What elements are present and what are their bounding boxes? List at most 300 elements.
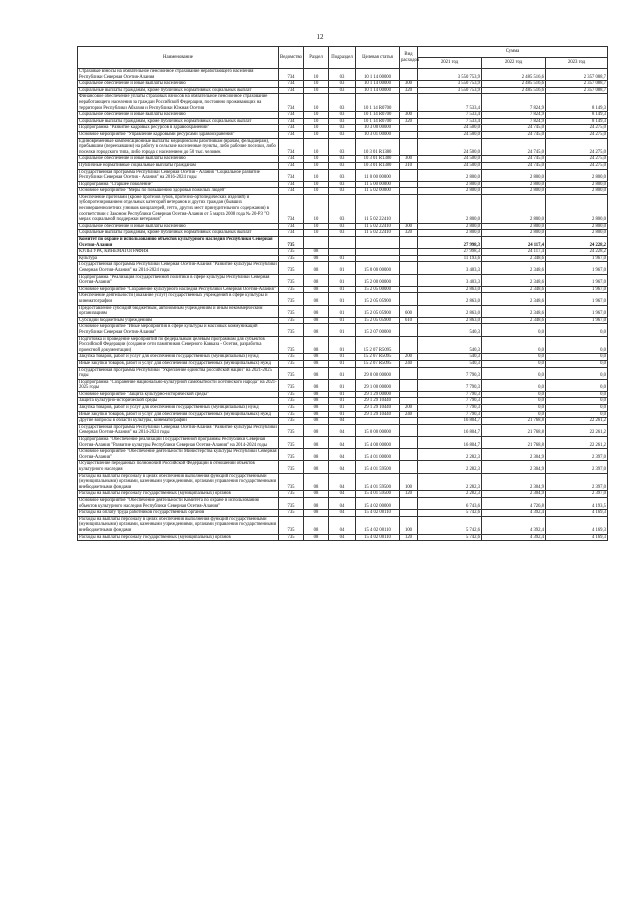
row-name: Подготовка и проведение мероприятий по федеральным целевым программам для субъектов Российской Федерации (создание сети памятников Северного Кавказа - Осетия, разработка проектной документации) <box>78 336 279 354</box>
row-section: 08 <box>304 516 329 534</box>
row-target-article: 15 0 00 00000 <box>356 424 400 436</box>
row-sum-2021: 7 790,3 <box>418 405 482 412</box>
row-sum-2023: 1 967,0 <box>546 293 608 305</box>
row-expense-type: 320 <box>400 118 418 125</box>
row-sum-2022: 2 348,6 <box>482 274 546 286</box>
row-department: 735 <box>279 379 304 391</box>
row-target-article: 15 4 02 00110 <box>356 510 400 517</box>
row-section: 08 <box>304 424 329 436</box>
row-subsection: 01 <box>329 305 356 317</box>
row-expense-type <box>400 437 418 449</box>
row-target-article: 15 4 01 59500 <box>356 491 400 498</box>
row-sum-2023: 22 261,2 <box>546 424 608 436</box>
row-subsection: 01 <box>329 274 356 286</box>
row-sum-2021: 24 500,0 <box>418 156 482 163</box>
row-name: Основное мероприятие "Обеспечение деятельности Министерства культуры Республики Северная Осетия-Алания" <box>79 449 277 460</box>
row-sum-2023: 0,0 <box>546 336 608 354</box>
row-section: 10 <box>304 223 329 230</box>
row-sum-2022: 2 304,9 <box>482 449 546 461</box>
table-row <box>78 317 608 324</box>
row-expense-type <box>400 125 418 132</box>
row-expense-type: 200 <box>400 354 418 361</box>
row-section: 10 <box>304 87 329 94</box>
row-department: 735 <box>279 249 304 256</box>
row-department: 735 <box>279 336 304 354</box>
row-sum-2023: 2 800,0 <box>546 194 608 223</box>
row-department: 735 <box>279 324 304 336</box>
table-row <box>78 305 608 317</box>
header-expense-type: Вид расходов <box>400 47 418 69</box>
row-sum-2022: 4 392,4 <box>482 534 546 541</box>
row-department: 735 <box>279 497 304 509</box>
row-sum-2022: 2 485 516,6 <box>482 69 546 81</box>
row-expense-type: 300 <box>400 156 418 163</box>
row-sum-2021: 7 790,3 <box>418 391 482 398</box>
row-section: 08 <box>304 491 329 498</box>
row-sum-2022: 0,0 <box>482 336 546 354</box>
row-department: 735 <box>279 255 304 262</box>
row-subsection: 01 <box>329 354 356 361</box>
row-expense-type <box>400 131 418 138</box>
row-sum-2021: 540,3 <box>418 324 482 336</box>
row-name: Социальные выплаты гражданам, кроме публичных нормативных социальных выплат <box>78 118 279 125</box>
row-department: 734 <box>279 125 304 132</box>
row-sum-2021: 3 550 753,9 <box>418 87 482 94</box>
row-section: 08 <box>304 255 329 262</box>
row-subsection: 01 <box>329 317 356 324</box>
row-department: 734 <box>279 69 304 81</box>
row-name: Осуществление переданных полномочий Российской Федерации в отношении объектов культурного наследия <box>78 461 279 473</box>
table-row <box>78 354 608 361</box>
row-name: Государственная программа Республики "Укрепление единства российской нации" на 2021-2025 годы <box>78 367 279 379</box>
row-target-article: 10 3 01 R1380 <box>356 162 400 169</box>
row-department: 735 <box>279 437 304 449</box>
row-sum-2022: 2 304,9 <box>482 491 546 498</box>
row-sum-2021: 7 533,4 <box>418 112 482 119</box>
row-department: 734 <box>279 194 304 223</box>
row-subsection <box>329 237 356 249</box>
row-target-article: 10 3 01 R1380 <box>356 138 400 156</box>
row-expense-type <box>400 237 418 249</box>
table-row <box>78 138 608 156</box>
row-department: 734 <box>279 81 304 88</box>
row-name: Предоставление субсидий бюджетным, автономным учреждениям и иным некоммерческим организациям <box>78 305 279 317</box>
row-name: Субсидии бюджетным учреждениям <box>78 317 279 324</box>
row-department: 734 <box>279 162 304 169</box>
row-sum-2021: 2 800,0 <box>418 188 482 195</box>
row-section: 08 <box>304 461 329 473</box>
row-expense-type <box>400 461 418 473</box>
row-target-article: 10 1 14 00000 <box>356 81 400 88</box>
row-target-article: 15 2 07 R5095 <box>356 360 400 367</box>
row-section: 08 <box>304 305 329 317</box>
table-row <box>78 237 608 249</box>
table-row <box>78 274 608 286</box>
table-row <box>78 81 608 88</box>
row-sum-2021: 540,3 <box>418 360 482 367</box>
row-sum-2023: 1 967,0 <box>546 255 608 262</box>
row-sum-2022: 2 348,6 <box>482 317 546 324</box>
table-row <box>78 411 608 418</box>
row-name: Иные закупки товаров, работ и услуг для обеспечения государственных (муниципальных) нужд <box>78 411 279 418</box>
row-department: 735 <box>279 305 304 317</box>
row-target-article: 11 5 02 22410 <box>356 194 400 223</box>
row-expense-type <box>400 69 418 81</box>
row-target-article: 10 1 14 R0700 <box>356 94 400 112</box>
row-sum-2023: 2 357 088,7 <box>546 69 608 81</box>
row-name: Подпрограмма "Развитие кадровых ресурсов в здравоохранении" <box>78 125 279 132</box>
row-target-article <box>356 255 400 262</box>
row-subsection: 01 <box>329 336 356 354</box>
row-department: 734 <box>279 87 304 94</box>
row-section: 10 <box>304 118 329 125</box>
row-subsection: 01 <box>329 398 356 405</box>
row-sum-2022: 24 745,0 <box>482 138 546 156</box>
header-year-2022: 2022 год <box>482 58 546 69</box>
row-target-article <box>356 418 400 425</box>
row-sum-2021: 2 282,3 <box>418 461 482 473</box>
row-sum-2021: 16 804,7 <box>418 437 482 449</box>
row-sum-2023: 4 169,3 <box>546 516 608 534</box>
row-section: 10 <box>304 112 329 119</box>
row-section: 08 <box>304 510 329 517</box>
row-name: Обеспечение деятельности (оказание услуг) государственных учреждений в сфере культуры и кинематографии <box>78 293 279 305</box>
table-row <box>78 461 608 473</box>
row-sum-2023: 1 967,0 <box>546 305 608 317</box>
row-sum-2022: 0,0 <box>482 360 546 367</box>
row-name: Финансовое обеспечение уплаты страховых взносов на обязательное пенсионное страхование неработающего населения за граждан Российской Федерации, постоянно проживающих на территории Республики Абхазия и Республики Южная Осетия <box>78 94 279 112</box>
row-expense-type: 200 <box>400 405 418 412</box>
table-row <box>78 391 608 398</box>
row-section: 10 <box>304 169 329 181</box>
row-target-article: 29 1 29 10440 <box>356 398 400 405</box>
row-sum-2023: 0,0 <box>546 360 608 367</box>
row-expense-type <box>400 286 418 293</box>
row-sum-2022: 7 824,9 <box>482 118 546 125</box>
row-sum-2021: 6 743,6 <box>418 497 482 509</box>
row-section: 08 <box>304 249 329 256</box>
row-section: 08 <box>304 336 329 354</box>
row-department: 735 <box>279 473 304 491</box>
row-sum-2021: 16 804,7 <box>418 424 482 436</box>
table-row <box>78 405 608 412</box>
row-sum-2021: 5 742,6 <box>418 510 482 517</box>
row-name: Расходы на выплаты персоналу в целях обеспечения выполнения функций государственными (муниципальными) органами, казенными учреждениями, органами управления государственными внебюджетными фондами <box>78 473 279 491</box>
row-sum-2022: 2 304,9 <box>482 473 546 491</box>
row-target-article: 15 2 05 00000 <box>356 286 400 293</box>
table-row <box>78 262 608 274</box>
row-expense-type: 100 <box>400 516 418 534</box>
row-sum-2023: 0,0 <box>546 324 608 336</box>
row-sum-2023: 4 193,5 <box>546 497 608 509</box>
row-section: 10 <box>304 138 329 156</box>
table-body <box>78 69 608 541</box>
row-expense-type <box>400 274 418 286</box>
row-sum-2023: 24 275,0 <box>546 125 608 132</box>
row-sum-2022: 21 768,8 <box>482 437 546 449</box>
row-section: 08 <box>304 293 329 305</box>
row-name: Социальные выплаты гражданам, кроме публичных нормативных социальных выплат <box>78 87 279 94</box>
row-expense-type: 120 <box>400 491 418 498</box>
row-name: Основное мероприятие "Иные мероприятия в сфере культуры и массовых коммуникаций Республики Северная Осетия-Алания" <box>78 324 279 336</box>
table-row <box>78 324 608 336</box>
row-sum-2023: 8 149,3 <box>546 112 608 119</box>
row-sum-2021: 540,3 <box>418 354 482 361</box>
row-sum-2023: 1 967,0 <box>546 286 608 293</box>
row-sum-2021: 7 790,3 <box>418 398 482 405</box>
row-subsection: 03 <box>329 188 356 195</box>
row-subsection: 01 <box>329 360 356 367</box>
row-section: 08 <box>304 497 329 509</box>
row-name: Основное мероприятие "Управление кадровыми ресурсами здравоохранения" <box>78 131 279 138</box>
row-sum-2021: 24 500,0 <box>418 162 482 169</box>
row-sum-2022: 24 745,0 <box>482 156 546 163</box>
page-number: 12 <box>316 33 324 41</box>
row-sum-2022: 0,0 <box>482 324 546 336</box>
row-name: Социальные выплаты гражданам, кроме публичных нормативных социальных выплат <box>78 230 279 237</box>
row-section: 08 <box>304 398 329 405</box>
row-department: 735 <box>279 286 304 293</box>
row-name: Государственная программа Республики Северная Осетия-Алания "Развитие культуры Республики Северная Осетия-Алания" на 2014-2024 годы <box>79 424 277 436</box>
row-subsection: 03 <box>329 125 356 132</box>
row-name: Государственная программа Республики Северная Осетия-Алания "Развитие культуры Республики Северная Осетия-Алания" на 2014-2024 годы <box>79 262 277 273</box>
row-subsection: 01 <box>329 411 356 418</box>
row-expense-type: 310 <box>400 162 418 169</box>
row-expense-type <box>400 194 418 223</box>
row-subsection: 01 <box>329 405 356 412</box>
row-sum-2022: 2 800,0 <box>482 188 546 195</box>
row-sum-2023: 2 397,0 <box>546 491 608 498</box>
row-expense-type: 600 <box>400 305 418 317</box>
row-target-article: 10 3 01 R1380 <box>356 156 400 163</box>
table-row <box>78 418 608 425</box>
row-target-article: 29 0 00 00000 <box>356 367 400 379</box>
row-sum-2023: 0,0 <box>546 379 608 391</box>
row-expense-type: 100 <box>400 473 418 491</box>
row-sum-2023: 1 967,0 <box>546 274 608 286</box>
row-subsection: 04 <box>329 516 356 534</box>
table-row <box>78 491 608 498</box>
row-sum-2022: 7 824,9 <box>482 112 546 119</box>
row-target-article: 15 2 07 00000 <box>356 324 400 336</box>
row-sum-2022: 0,0 <box>482 391 546 398</box>
row-target-article <box>356 237 400 249</box>
row-name: Социальное обеспечение и иные выплаты населению <box>78 81 279 88</box>
row-expense-type <box>400 424 418 436</box>
row-sum-2022: 2 800,0 <box>482 223 546 230</box>
row-name: Комитет по охране и использованию объектов культурного наследия Республики Северная Осетия-Алания <box>78 237 279 249</box>
row-name: Единовременные компенсационные выплаты медицинским работникам (врачам, фельдшерам), прибывшим (переехавшим) на работу в сельские населенные пункты, либо рабочие поселки, либо поселки городского типа, либо города с населением до 50 тыс. человек <box>78 138 279 156</box>
row-name: Расходы на оплату труда работников государственных органов <box>78 510 279 517</box>
row-sum-2023: 2 397,0 <box>546 449 608 461</box>
row-department: 735 <box>279 534 304 541</box>
table-row <box>78 188 608 195</box>
row-sum-2023: 0,0 <box>546 405 608 412</box>
row-department: 735 <box>279 354 304 361</box>
row-section: 10 <box>304 230 329 237</box>
row-sum-2021: 24 500,0 <box>418 125 482 132</box>
row-expense-type: 300 <box>400 81 418 88</box>
header-year-2021: 2021 год <box>418 58 482 69</box>
row-name: Социальное обеспечение и иные выплаты населению <box>78 223 279 230</box>
row-sum-2022: 24 745,0 <box>482 125 546 132</box>
row-subsection: 04 <box>329 473 356 491</box>
table-row <box>78 473 608 491</box>
row-expense-type <box>400 181 418 188</box>
row-department: 734 <box>279 156 304 163</box>
row-sum-2022: 0,0 <box>482 405 546 412</box>
row-target-article: 11 5 02 22410 <box>356 230 400 237</box>
row-expense-type <box>400 249 418 256</box>
row-expense-type <box>400 94 418 112</box>
row-section: 08 <box>304 324 329 336</box>
row-subsection: 03 <box>329 181 356 188</box>
row-section: 08 <box>304 379 329 391</box>
table-header <box>78 47 608 69</box>
header-section: Раздел <box>304 47 329 69</box>
row-sum-2023: 24 275,0 <box>546 156 608 163</box>
row-section: 10 <box>304 162 329 169</box>
row-sum-2022: 24 745,0 <box>482 162 546 169</box>
row-department: 735 <box>279 418 304 425</box>
row-sum-2023: 2 397,0 <box>546 473 608 491</box>
row-name: Основное мероприятие "Меры по повышению здоровья пожилых людей" <box>78 188 279 195</box>
row-department: 735 <box>279 262 304 274</box>
row-name: Подпрограмма "Сохранение национально-культурной самобытности осетинского народа" на 2021-2025 годы <box>79 379 277 391</box>
row-subsection: 03 <box>329 223 356 230</box>
table-row <box>78 156 608 163</box>
row-section: 10 <box>304 81 329 88</box>
row-target-article: 15 0 00 00000 <box>356 262 400 274</box>
row-subsection: 03 <box>329 69 356 81</box>
row-subsection: 03 <box>329 156 356 163</box>
row-department: 735 <box>279 405 304 412</box>
row-sum-2021: 2 863,0 <box>418 317 482 324</box>
table-row <box>78 367 608 379</box>
table-row <box>78 112 608 119</box>
row-sum-2023: 2 800,0 <box>546 169 608 181</box>
table-row <box>78 516 608 534</box>
row-name: КУЛЬТУРА, КИНЕМАТОГРАФИЯ <box>78 249 279 256</box>
header-year-2023: 2023 год <box>546 58 608 69</box>
table-row <box>78 181 608 188</box>
row-sum-2021: 2 863,0 <box>418 293 482 305</box>
row-subsection: 01 <box>329 293 356 305</box>
row-section: 08 <box>304 534 329 541</box>
row-sum-2023: 0,0 <box>546 367 608 379</box>
row-section: 10 <box>304 125 329 132</box>
row-name: Обеспечение протезами (кроме протезов зубов, протезно-ортопедических изделий) и зубопротезированием отдельных категорий ветеранов и других граждан (бывших несовершеннолетних узников концлагерей, гетто, других мест принудительного содержания) в соответствии с Законом Республики Северная Осетия-Алания от 5 марта 2008 года № 20-РЗ "О мерах социальной поддержки ветеранов" <box>78 194 279 223</box>
row-section: 08 <box>304 367 329 379</box>
table-row <box>78 169 608 181</box>
row-expense-type <box>400 324 418 336</box>
row-expense-type <box>400 138 418 156</box>
table-row <box>78 437 608 449</box>
row-sum-2023: 24 275,0 <box>546 131 608 138</box>
row-subsection: 04 <box>329 491 356 498</box>
row-sum-2021: 2 282,3 <box>418 473 482 491</box>
row-sum-2023: 24 275,0 <box>546 138 608 156</box>
row-section: 08 <box>304 354 329 361</box>
row-name: Защита культурно-исторической среды <box>78 398 279 405</box>
row-section: 08 <box>304 286 329 293</box>
row-target-article: 15 2 05 05900 <box>356 317 400 324</box>
row-subsection: 03 <box>329 94 356 112</box>
row-target-article: 10 1 14 00000 <box>356 69 400 81</box>
row-target-article: 15 4 02 00000 <box>356 497 400 509</box>
row-section: 10 <box>304 194 329 223</box>
row-sum-2021: 2 800,0 <box>418 223 482 230</box>
table-row <box>78 255 608 262</box>
row-name: Закупка товаров, работ и услуг для обеспечения государственных (муниципальных) нужд <box>78 405 279 412</box>
row-subsection: 03 <box>329 194 356 223</box>
row-expense-type: 610 <box>400 317 418 324</box>
row-section: 08 <box>304 449 329 461</box>
row-subsection: 04 <box>329 449 356 461</box>
row-expense-type <box>400 418 418 425</box>
row-sum-2021: 24 500,0 <box>418 131 482 138</box>
row-sum-2022: 21 768,8 <box>482 418 546 425</box>
table-row <box>78 293 608 305</box>
row-department: 735 <box>279 491 304 498</box>
row-sum-2021: 3 403,3 <box>418 274 482 286</box>
row-section: 08 <box>304 411 329 418</box>
row-sum-2022: 2 304,9 <box>482 461 546 473</box>
row-expense-type: 300 <box>400 223 418 230</box>
row-department: 734 <box>279 94 304 112</box>
row-sum-2021: 27 998,3 <box>418 249 482 256</box>
row-sum-2021: 2 282,3 <box>418 491 482 498</box>
row-expense-type <box>400 293 418 305</box>
row-department: 735 <box>279 449 304 461</box>
row-subsection: 03 <box>329 138 356 156</box>
row-section: 08 <box>304 437 329 449</box>
row-expense-type: 120 <box>400 534 418 541</box>
row-sum-2022: 4 392,4 <box>482 516 546 534</box>
row-sum-2021: 540,3 <box>418 336 482 354</box>
row-department: 734 <box>279 181 304 188</box>
row-sum-2022: 4 392,4 <box>482 510 546 517</box>
row-target-article: 10 3 01 00000 <box>356 131 400 138</box>
row-target-article: 10 1 14 R0700 <box>356 112 400 119</box>
row-sum-2021: 11 193,6 <box>418 255 482 262</box>
table-row <box>78 379 608 391</box>
row-subsection: 03 <box>329 81 356 88</box>
row-section: 10 <box>304 131 329 138</box>
row-name: Публичные нормативные социальные выплаты гражданам <box>78 162 279 169</box>
row-sum-2022: 2 348,6 <box>482 262 546 274</box>
row-sum-2023: 22 261,2 <box>546 418 608 425</box>
row-sum-2023: 1 967,0 <box>546 317 608 324</box>
row-target-article: 15 2 00 00000 <box>356 274 400 286</box>
row-department: 735 <box>279 237 304 249</box>
row-target-article: 10 1 14 R0700 <box>356 118 400 125</box>
row-department: 735 <box>279 411 304 418</box>
row-sum-2023: 8 149,3 <box>546 94 608 112</box>
row-target-article: 29 1 29 00000 <box>356 391 400 398</box>
table-row <box>78 249 608 256</box>
row-sum-2023: 2 357 088,7 <box>546 87 608 94</box>
row-section: 10 <box>304 188 329 195</box>
row-expense-type: 240 <box>400 411 418 418</box>
row-sum-2022: 2 348,6 <box>482 305 546 317</box>
row-subsection: 03 <box>329 87 356 94</box>
row-target-article: 15 2 07 R5095 <box>356 336 400 354</box>
row-department: 735 <box>279 510 304 517</box>
row-expense-type <box>400 336 418 354</box>
row-expense-type: 240 <box>400 360 418 367</box>
row-sum-2023: 2 397,0 <box>546 461 608 473</box>
